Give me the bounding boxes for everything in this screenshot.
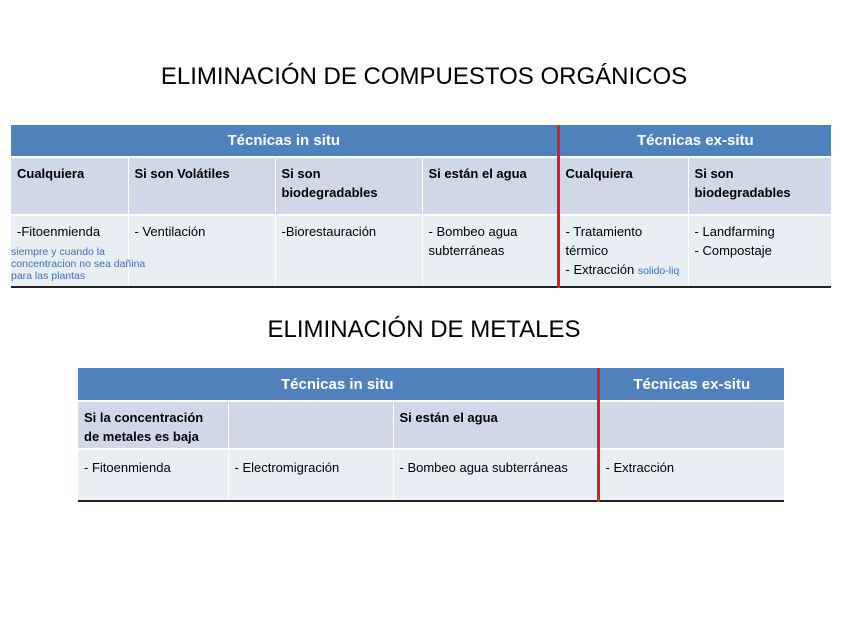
technique-cell: -Fitoenmienda siempre y cuando la concentracion no sea dañina para las plantas xyxy=(11,215,128,287)
organic-title: ELIMINACIÓN DE COMPUESTOS ORGÁNICOS xyxy=(160,63,688,90)
condition-cell: Si están el agua xyxy=(422,157,558,215)
condition-cell: Si son Volátiles xyxy=(128,157,275,215)
condition-cell xyxy=(228,401,393,449)
header-exsitu: Técnicas ex-situ xyxy=(598,368,784,401)
header-insitu: Técnicas in situ xyxy=(11,125,558,157)
technique-cell: - Electromigración xyxy=(228,449,393,501)
header-exsitu: Técnicas ex-situ xyxy=(558,125,831,157)
extraccion-note: solido-liq xyxy=(637,265,680,277)
condition-cell: Cualquiera xyxy=(558,157,688,215)
technique-cell: - Fitoenmienda xyxy=(78,449,228,501)
condition-cell: Si son biodegradables xyxy=(688,157,831,215)
technique-cell: - Bombeo agua subterráneas xyxy=(393,449,598,501)
condition-cell: Si están el agua xyxy=(393,401,598,449)
technique-cell: - Extracción xyxy=(598,449,784,501)
metals-title: ELIMINACIÓN DE METALES xyxy=(267,316,581,343)
organic-compounds-table xyxy=(11,125,831,288)
condition-cell xyxy=(598,401,784,449)
technique-cell: -Biorestauración xyxy=(275,215,422,287)
condition-cell: Cualquiera xyxy=(11,157,128,215)
header-insitu: Técnicas in situ xyxy=(78,368,598,401)
technique-cell: - Landfarming - Compostaje xyxy=(688,215,831,287)
metals-table xyxy=(78,368,784,502)
condition-cell: Si la concentración de metales es baja xyxy=(78,401,228,449)
fitoenmienda-note: siempre y cuando la concentracion no sea dañina para las plantas xyxy=(11,246,146,282)
technique-cell: - Bombeo agua subterráneas xyxy=(422,215,558,287)
condition-cell: Si son biodegradables xyxy=(275,157,422,215)
technique-cell: - Tratamiento térmico - Extracción solido-liq xyxy=(558,215,688,287)
technique-cell: - Ventilación xyxy=(128,215,275,287)
